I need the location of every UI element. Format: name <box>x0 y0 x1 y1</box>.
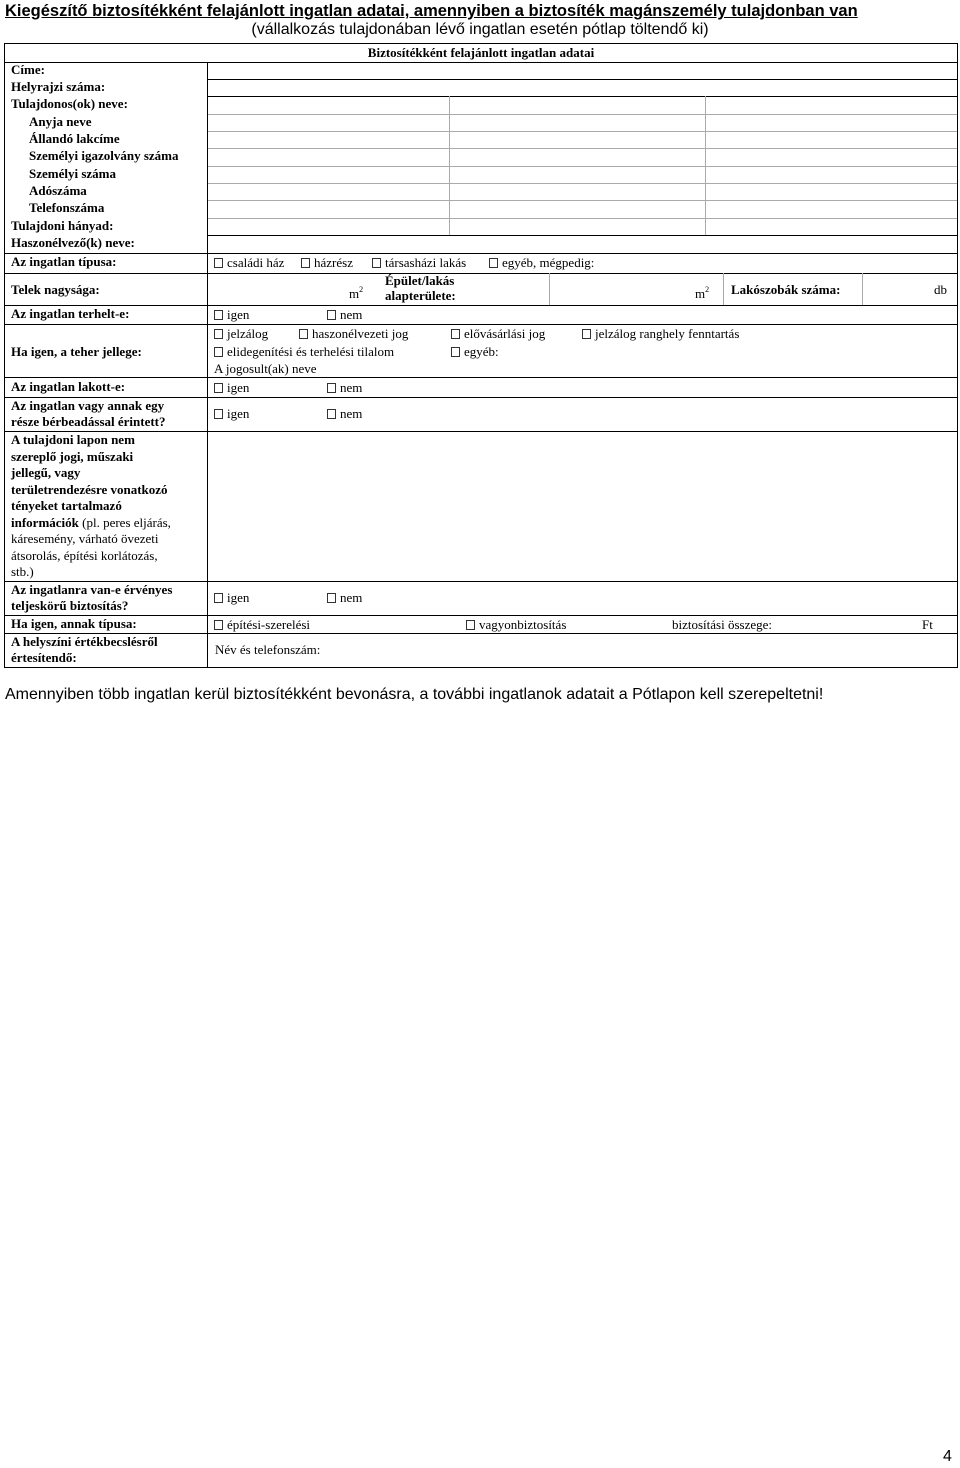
insured-amount-currency: Ft <box>922 617 933 632</box>
option-usufruct-right[interactable]: haszonélvezeti jog <box>299 326 408 343</box>
label-rented-1: Az ingatlan vagy annak egy <box>11 398 165 413</box>
form-subtitle: (vállalkozás tulajdonában lévő ingatlan esetén pótlap töltendő ki) <box>251 21 709 38</box>
footnote: Amennyiben több ingatlan kerül biztosítékként bevonásra, a további ingatlanok adatait a Pótlapon kell szerepeltetni! <box>5 686 824 703</box>
option-alienation-ban[interactable]: elidegenítési és terhelési tilalom <box>214 344 394 361</box>
label-insurance-2: teljeskörű biztosítás? <box>11 598 129 613</box>
label-valuation-contact-2: értesítendő: <box>11 650 77 665</box>
option-rented-no[interactable]: nem <box>327 406 362 423</box>
label-address: Címe: <box>11 62 45 77</box>
checkbox[interactable] <box>372 258 381 268</box>
option-family-house[interactable]: családi ház <box>214 255 284 272</box>
label-info-1: A tulajdoni lapon nem <box>11 432 135 447</box>
option-rented-yes[interactable]: igen <box>214 406 249 423</box>
label-plot-size: Telek nagysága: <box>11 282 100 297</box>
page-number: 4 <box>943 1448 952 1465</box>
label-info-2: szereplő jogi, műszaki <box>11 448 134 464</box>
label-info-5: tényeket tartalmazó <box>11 498 122 513</box>
label-beneficiary-names: A jogosult(ak) neve <box>214 361 317 376</box>
checkbox[interactable] <box>582 329 591 339</box>
label-info-8: átsorolás, építési korlátozás, <box>11 547 158 563</box>
option-occupied-no[interactable]: nem <box>327 380 362 397</box>
label-info-6: információk (pl. peres eljárás, <box>11 514 171 530</box>
label-info-4: területrendezésre vonatkozó <box>11 481 168 497</box>
checkbox[interactable] <box>301 258 310 268</box>
label-property-type: Az ingatlan típusa: <box>11 254 117 269</box>
bedroom-count-unit: db <box>934 282 947 297</box>
checkbox[interactable] <box>214 620 223 630</box>
label-bedroom-count: Lakószobák száma: <box>731 282 841 297</box>
label-name-and-phone: Név és telefonszám: <box>215 642 321 657</box>
checkbox[interactable] <box>214 258 223 268</box>
label-owner-names: Tulajdonos(ok) neve: <box>11 96 128 111</box>
label-usufructuary: Haszonélvező(k) neve: <box>11 235 135 250</box>
label-parcel-number: Helyrajzi száma: <box>11 79 106 94</box>
plot-size-unit: $m^2$ <box>349 285 364 301</box>
option-house-part[interactable]: házrész <box>301 255 353 272</box>
checkbox[interactable] <box>327 310 336 320</box>
form-title: Kiegészítő biztosítékként felajánlott ingatlan adatai, amennyiben a biztosíték magánszemély tulajdonban van <box>5 2 858 20</box>
checkbox[interactable] <box>327 409 336 419</box>
option-condominium-flat[interactable]: társasházi lakás <box>372 255 466 272</box>
label-permanent-address: Állandó lakcíme <box>29 131 120 146</box>
label-id-card-number: Személyi igazolvány száma <box>29 148 179 163</box>
label-phone-number: Telefonszáma <box>29 200 105 215</box>
label-occupied: Az ingatlan lakott-e: <box>11 379 126 394</box>
label-mother-name: Anyja neve <box>29 114 92 129</box>
label-insured-amount: biztosítási összege: <box>672 617 773 632</box>
checkbox[interactable] <box>214 383 223 393</box>
label-encumbrance-type: Ha igen, a teher jellege: <box>11 344 142 359</box>
label-tax-number: Adószáma <box>29 183 87 198</box>
property-data-table <box>4 43 958 668</box>
option-property-insurance[interactable]: vagyonbiztosítás <box>466 617 566 634</box>
option-other[interactable]: egyéb: <box>451 344 499 361</box>
label-info-3: jellegű, vagy <box>11 465 81 480</box>
checkbox[interactable] <box>327 593 336 603</box>
table-header: Biztosítékként felajánlott ingatlan adatai <box>367 45 595 60</box>
label-ownership-share: Tulajdoni hányad: <box>11 218 114 233</box>
label-valuation-contact-1: A helyszíni értékbecslésről <box>11 634 158 649</box>
option-encumbered-no[interactable]: nem <box>327 307 362 324</box>
building-area-unit: $m^2$ <box>695 285 710 301</box>
option-insured-no[interactable]: nem <box>327 590 362 607</box>
checkbox[interactable] <box>489 258 498 268</box>
checkbox[interactable] <box>299 329 308 339</box>
checkbox[interactable] <box>214 593 223 603</box>
option-mortgage-ranking[interactable]: jelzálog ranghely fenntartás <box>582 326 739 343</box>
label-info-9: stb.) <box>11 564 34 579</box>
option-insured-yes[interactable]: igen <box>214 590 249 607</box>
option-encumbered-yes[interactable]: igen <box>214 307 249 324</box>
checkbox[interactable] <box>214 409 223 419</box>
label-info-7: káresemény, várható övezeti <box>11 531 159 546</box>
label-building-area-2: alapterülete: <box>385 288 456 303</box>
option-occupied-yes[interactable]: igen <box>214 380 249 397</box>
checkbox[interactable] <box>214 329 223 339</box>
option-other-namely[interactable]: egyéb, mégpedig: <box>489 255 594 272</box>
label-insurance-type: Ha igen, annak típusa: <box>11 616 137 631</box>
checkbox[interactable] <box>466 620 475 630</box>
label-building-area-1: Épület/lakás <box>385 273 455 288</box>
checkbox[interactable] <box>451 347 460 357</box>
label-personal-number: Személyi száma <box>29 166 117 181</box>
checkbox[interactable] <box>214 347 223 357</box>
label-encumbered: Az ingatlan terhelt-e: <box>11 306 130 321</box>
option-preemption-right[interactable]: elővásárlási jog <box>451 326 545 343</box>
option-construction-insurance[interactable]: építési-szerelési <box>214 617 310 634</box>
checkbox[interactable] <box>451 329 460 339</box>
checkbox[interactable] <box>214 310 223 320</box>
checkbox[interactable] <box>327 383 336 393</box>
option-mortgage[interactable]: jelzálog <box>214 326 268 343</box>
label-insurance-1: Az ingatlanra van-e érvényes <box>11 582 173 597</box>
label-rented-2: része bérbeadással érintett? <box>11 414 166 429</box>
